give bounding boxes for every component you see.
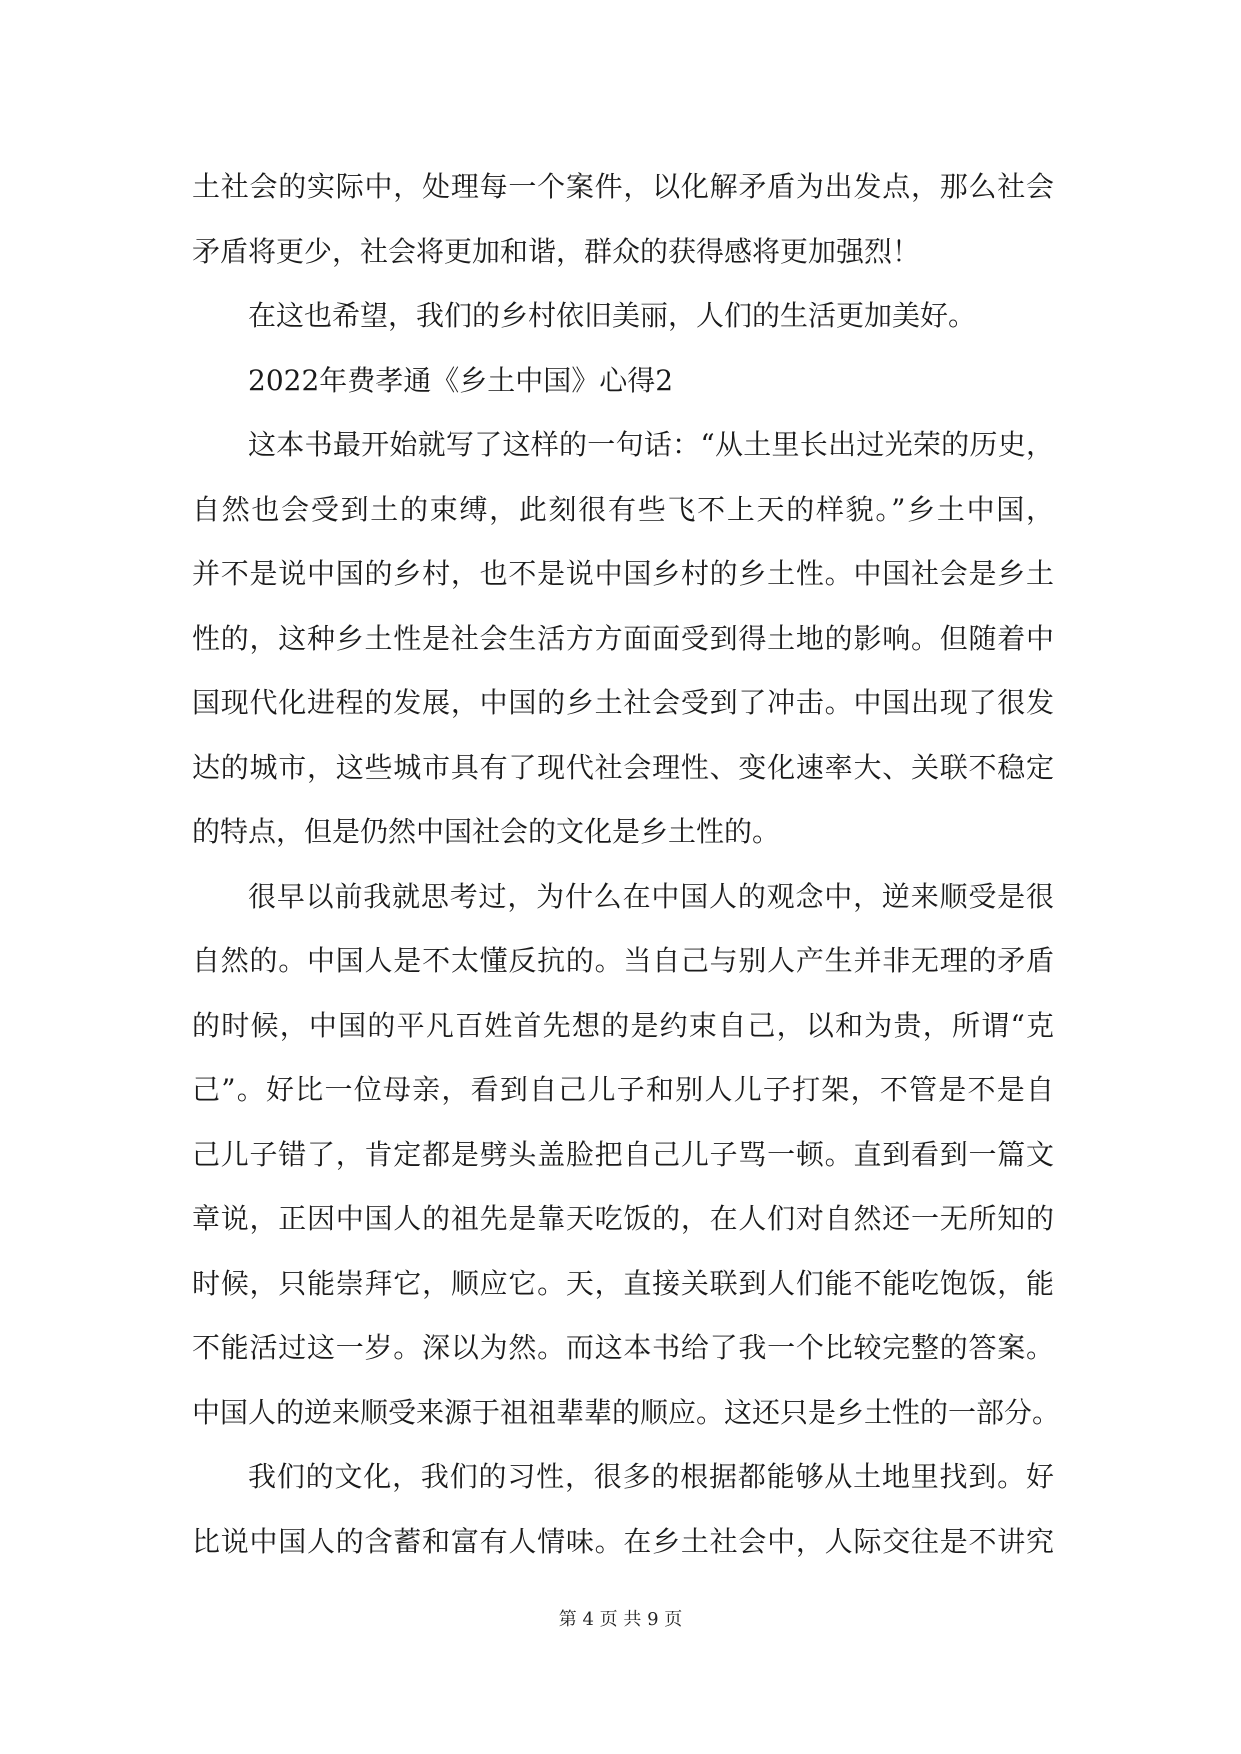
text-line: 的时候，中国的平凡百姓首先想的是约束自己，以和为贵，所谓“克 xyxy=(192,1008,1054,1042)
text-line: 自然的。中国人是不太懂反抗的。当自己与别人产生并非无理的矛盾 xyxy=(192,944,1054,977)
text-line: 的特点，但是仍然中国社会的文化是乡土性的。 xyxy=(192,815,781,848)
text-line: 中国人的逆来顺受来源于祖祖辈辈的顺应。这还只是乡土性的一部分。 xyxy=(192,1395,1061,1429)
document-body xyxy=(192,155,1061,1574)
text-line: 章说，正因中国人的祖先是靠天吃饭的，在人们对自然还一无所知的 xyxy=(192,1202,1054,1235)
text-line: 矛盾将更少，社会将更加和谐，群众的获得感将更加强烈！ xyxy=(192,234,921,268)
text-line: 比说中国人的含蓄和富有人情味。在乡土社会中，人际交往是不讲究 xyxy=(192,1524,1054,1558)
text-line: 自然也会受到土的束缚，此刻很有些飞不上天的样貌。”乡土中国， xyxy=(192,492,1054,526)
text-line: 性的，这种乡土性是社会生活方方面面受到得土地的影响。但随着中 xyxy=(192,621,1054,655)
text-line: 这本书最开始就写了这样的一句话：“从土里长出过光荣的历史， xyxy=(248,428,1054,461)
page-number-footer: 第 4 页 共 9 页 xyxy=(558,1609,683,1630)
text-line: 土社会的实际中，处理每一个案件，以化解矛盾为出发点，那么社会 xyxy=(192,170,1054,203)
text-line: 达的城市，这些城市具有了现代社会理性、变化速率大、关联不稳定 xyxy=(192,750,1054,784)
text-line: 时候，只能崇拜它，顺应它。天，直接关联到人们能不能吃饱饭，能 xyxy=(192,1266,1054,1300)
text-line: 不能活过这一岁。深以为然。而这本书给了我一个比较完整的答案。 xyxy=(192,1331,1054,1364)
text-line: 很早以前我就思考过，为什么在中国人的观念中，逆来顺受是很 xyxy=(248,879,1054,913)
section-heading: 2022年费孝通《乡土中国》心得2 xyxy=(248,363,674,397)
text-line: 并不是说中国的乡村，也不是说中国乡村的乡土性。中国社会是乡土 xyxy=(192,557,1054,590)
text-line: 国现代化进程的发展，中国的乡土社会受到了冲击。中国出现了很发 xyxy=(192,686,1054,719)
text-line: 己”。好比一位母亲，看到自己儿子和别人儿子打架，不管是不是自 xyxy=(192,1073,1054,1106)
text-line: 己儿子错了，肯定都是劈头盖脸把自己儿子骂一顿。直到看到一篇文 xyxy=(192,1137,1054,1171)
text-line: 在这也希望，我们的乡村依旧美丽，人们的生活更加美好。 xyxy=(248,299,977,332)
text-line: 我们的文化，我们的习性，很多的根据都能够从土地里找到。好 xyxy=(248,1460,1054,1493)
